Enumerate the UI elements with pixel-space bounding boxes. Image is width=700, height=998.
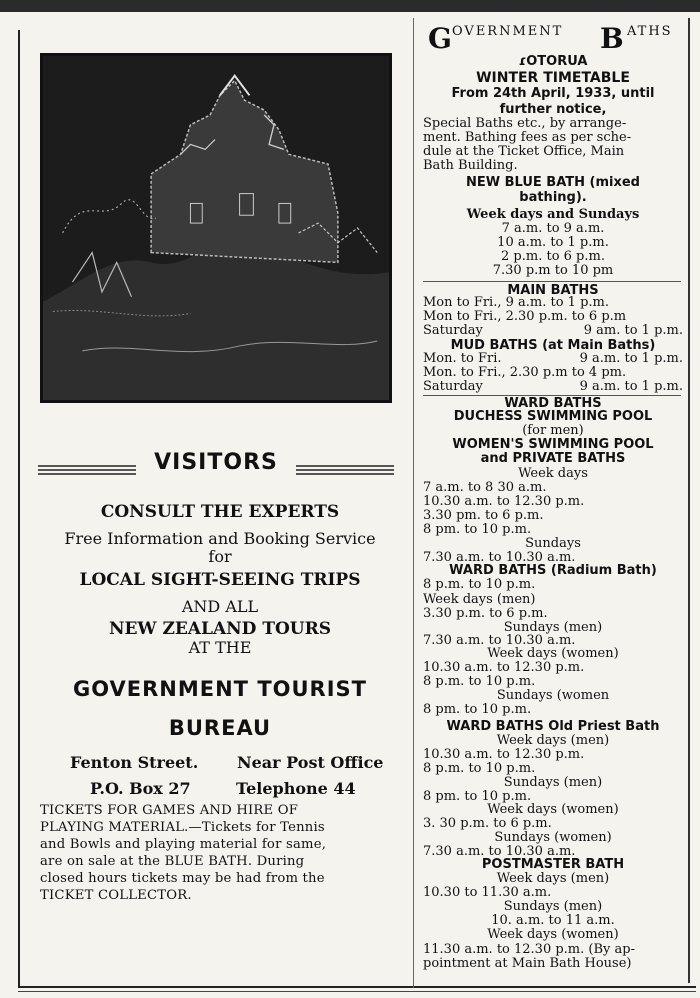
ward-baths-heading: WARD BATHS [504,396,602,411]
free-info-line: Free Information and Booking Service [64,529,376,548]
government-baths-header [420,20,690,54]
nz-tours: NEW ZEALAND TOURS [108,619,332,639]
main-row: Saturday 9 am. to 1 p.m. [423,323,683,338]
and-all: AND ALL [181,597,259,616]
nbb-time: 10 a.m. to 1 p.m. [497,235,609,250]
main-baths-heading: MAIN BATHS [507,283,599,298]
wo-line: Week days (women) [487,802,619,817]
nbb-time: 2 p.m. to 6 p.m. [501,249,605,264]
nbb-time: 7.30 p.m to 10 pm [492,263,614,278]
left-border-rule [18,30,20,988]
tickets-line: are on sale at the BLUE BATH. During [40,854,305,869]
header-aths: ATHS [627,24,673,39]
nbb-days: Week days and Sundays [466,207,640,222]
for-line: for [208,547,232,566]
new-blue-bath-heading: NEW BLUE BATH (mixed [465,175,640,190]
telephone: Telephone 44 [236,779,356,798]
pm-line: pointment at Main Bath House) [423,956,632,971]
wr-line: 8 p.m. to 10 p.m. [423,577,536,592]
po-box: P.O. Box 27 [90,779,191,798]
wo-line: Sundays (men) [503,775,603,790]
mud-row: Saturday 9 a.m. to 1 p.m. [423,379,683,394]
bath-building-photo [40,53,392,403]
tickets-line: and Bowls and playing material for same, [40,837,327,852]
wr-line: Week days (men) [423,592,536,607]
from-date: From 24th April, 1933, until [451,86,655,101]
wo-line: 3. 30 p.m. to 6 p.m. [423,816,552,831]
wd-time: 3.30 pm. to 6 p.m. [423,508,544,523]
header-initial-b: B [600,22,624,55]
government-tourist: GOVERNMENT TOURIST [73,677,367,701]
nbb-time: 7 a.m. to 9 a.m. [501,221,605,236]
at-the: AT THE [188,638,252,657]
main-row: Mon to Fri., 2.30 p.m. to 6 p.m [423,309,627,324]
wr-line: 7.30 a.m. to 10.30 a.m. [423,633,576,648]
for-men: (for men) [522,423,584,438]
column-divider [413,18,414,988]
wo-line: 8 pm. to 10 p.m. [423,789,532,804]
wr-line: Sundays (men) [503,620,603,635]
tickets-notice [40,802,410,904]
new-blue-bath-sub: bathing). [519,190,587,205]
header-initial-g: G [428,22,452,55]
tickets-line: closed hours tickets may be had from the [40,871,325,886]
pm-line: Week days (women) [487,927,619,942]
sundays-label: Sundays [525,536,581,551]
bottom-border-rule-inner [18,991,696,992]
mud-row: Mon. to Fri., 2.30 p.m to 4 pm. [423,365,627,380]
wr-line: 8 p.m. to 10 p.m. [423,674,536,689]
wo-line: Sundays (women) [494,830,612,845]
rotorua: ɾOTORUA [518,54,588,69]
mud-baths-heading: MUD BATHS (at Main Baths) [450,338,656,353]
visitors-heading: VISITORS [154,450,278,475]
pm-line: Week days (men) [496,871,610,886]
special-line: ment. Bathing fees as per sche- [423,130,632,145]
section-divider [423,281,681,282]
tickets-line: TICKET COLLECTOR. [40,888,192,903]
pm-line: 11.30 a.m. to 12.30 p.m. (By ap- [423,942,635,957]
special-line: Bath Building. [423,158,518,173]
further-notice: further notice, [499,102,607,117]
wd-time: 8 pm. to 10 p.m. [423,522,532,537]
top-border-bar [0,0,700,12]
right-border-rule [688,18,690,983]
ward-radium-heading: WARD BATHS (Radium Bath) [449,563,657,578]
pm-line: Sundays (men) [503,899,603,914]
consult-experts: CONSULT THE EXPERTS [100,502,340,522]
bottom-border-rule [18,986,696,988]
wd-time: 10.30 a.m. to 12.30 p.m. [423,494,585,509]
wr-line: Sundays (women [496,688,610,703]
pm-line: 10. a.m. to 11 a.m. [491,913,615,928]
wo-line: Week days (men) [496,733,610,748]
tickets-line: TICKETS FOR GAMES AND HIRE OF [40,803,299,818]
mud-row: Mon. to Fri. 9 a.m. to 1 p.m. [423,351,683,366]
private-baths: and PRIVATE BATHS [480,451,626,466]
wr-line: 3.30 p.m. to 6 p.m. [423,606,548,621]
week-days-label: Week days [518,466,588,481]
ward-old-priest-heading: WARD BATHS Old Priest Bath [446,719,660,734]
tickets-line: PLAYING MATERIAL.—Tickets for Tennis [40,820,325,835]
wo-line: 7.30 a.m. to 10.30 a.m. [423,844,576,859]
wr-line: Week days (women) [487,646,619,661]
fenton-street: Fenton Street. [70,753,199,772]
womens-pool: WOMEN'S SWIMMING POOL [452,437,654,452]
main-row: Mon to Fri., 9 a.m. to 1 p.m. [423,295,609,310]
winter-timetable: WINTER TIMETABLE [476,70,630,86]
bureau: BUREAU [168,716,272,740]
wr-line: 10.30 a.m. to 12.30 p.m. [423,660,585,675]
postmaster-heading: POSTMASTER BATH [481,857,625,872]
wo-line: 10.30 a.m. to 12.30 p.m. [423,747,585,762]
special-line: Special Baths etc., by arrange- [423,116,627,131]
wr-line: 8 pm. to 10 p.m. [423,702,532,717]
near-post-office: Near Post Office [237,753,384,772]
special-line: dule at the Ticket Office, Main [423,144,625,159]
pm-line: 10.30 to 11.30 a.m. [423,885,552,900]
wd-time: 7 a.m. to 8 30 a.m. [423,480,547,495]
header-overnment: OVERNMENT [452,24,564,39]
local-trips: LOCAL SIGHT-SEEING TRIPS [79,570,361,590]
sunday-time: 7.30 a.m. to 10.30 a.m. [423,550,576,565]
wo-line: 8 p.m. to 10 p.m. [423,761,536,776]
duchess-pool: DUCHESS SWIMMING POOL [453,409,653,424]
